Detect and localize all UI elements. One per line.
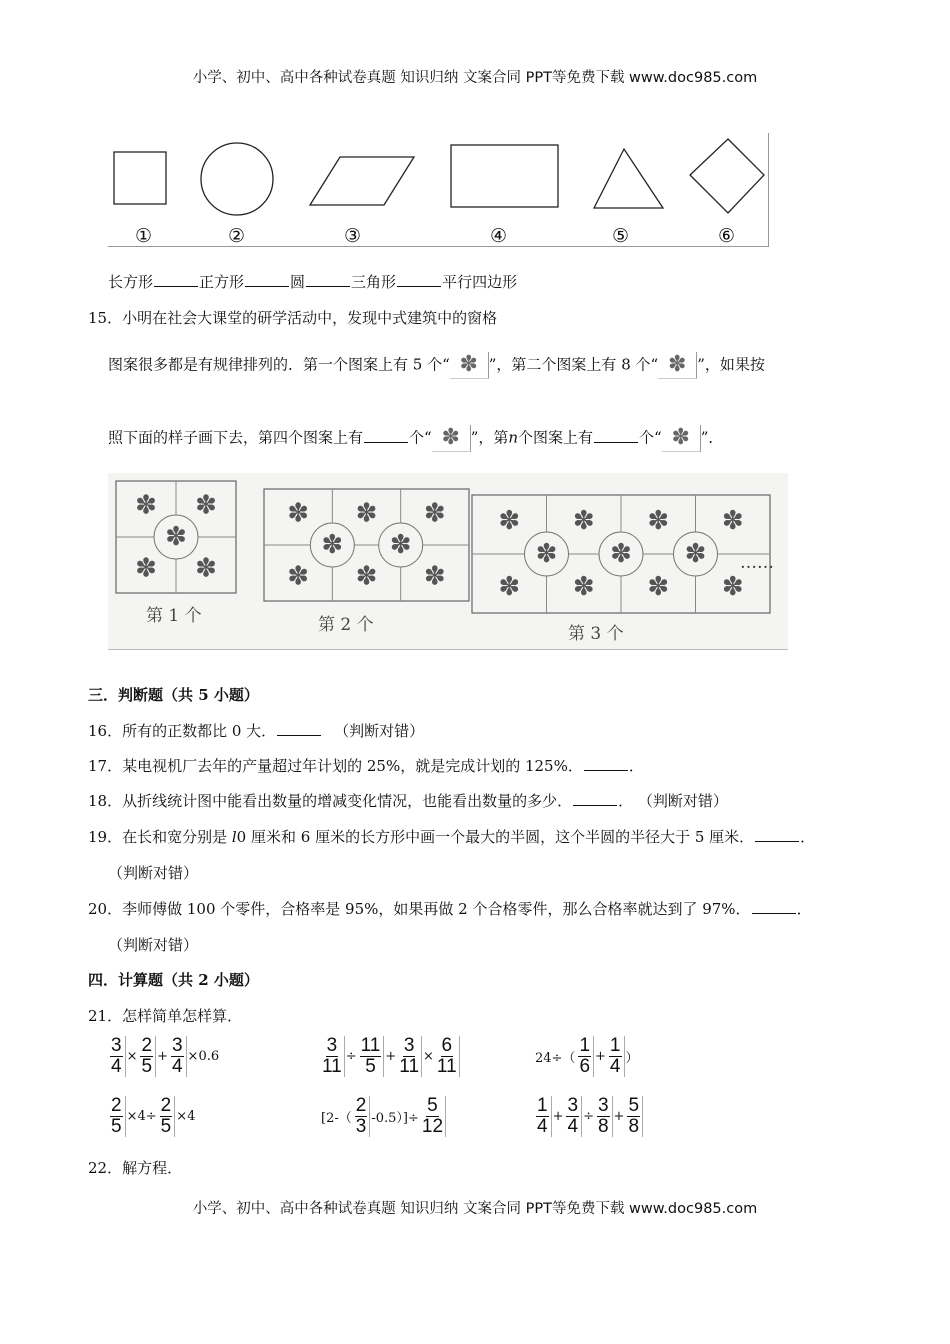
shape-label-6: ⑥ <box>718 225 736 247</box>
ellipsis: …… <box>740 553 774 573</box>
numerator: 3 <box>111 1035 122 1056</box>
operator: [2-（ <box>321 1111 352 1126</box>
page-footer: 小学、初中、高中各种试卷真题 知识归纳 文案合同 PPT等免费下载 www.doc985.com <box>192 1201 758 1217</box>
flower-icon: ✽ <box>498 572 521 603</box>
q15-text: 个图案上有 <box>518 428 594 447</box>
flower-icon: ✽ <box>135 553 157 584</box>
fraction <box>138 1036 156 1077</box>
expression-2 <box>320 1036 460 1077</box>
flower-icon: ✽ <box>321 530 344 560</box>
fraction <box>320 1036 345 1077</box>
q19-text: 0 厘米和 6 厘米的长方形中画一个最大的半圆，这个半圆的半径大于 5 厘米． <box>236 828 755 846</box>
fraction <box>564 1096 582 1137</box>
label-rectangle: 长方形 <box>108 273 154 291</box>
q19-end: ． <box>800 828 816 846</box>
triangle-shape <box>594 149 663 208</box>
operator: 24÷（ <box>535 1051 576 1066</box>
operator: ×4÷ <box>126 1109 157 1124</box>
page-header: 小学、初中、高中各种试卷真题 知识归纳 文案合同 PPT等免费下载 www.doc985.com <box>192 70 758 86</box>
denominator: 6 <box>579 1056 591 1077</box>
fraction <box>108 1036 126 1077</box>
denominator: 3 <box>355 1116 367 1137</box>
flower-icon: ✽ <box>195 490 217 521</box>
numerator: 1 <box>579 1035 591 1056</box>
denominator: 5 <box>365 1056 376 1077</box>
numerator: 1 <box>609 1035 621 1056</box>
q16-note: （判断对错） <box>334 722 425 740</box>
denominator: 4 <box>111 1056 122 1077</box>
variable-n: n <box>508 428 519 447</box>
flower-icon: ✽ <box>721 572 744 603</box>
shape-label-1: ① <box>135 225 153 247</box>
q15-text: ”． <box>700 428 724 447</box>
flower-icon: ✽ <box>647 505 670 536</box>
fraction <box>576 1036 594 1077</box>
numerator: 5 <box>628 1095 640 1116</box>
shapes-figure <box>108 133 769 247</box>
answer-blank[interactable] <box>752 899 796 914</box>
shape-label-2: ② <box>228 225 246 247</box>
rectangle-shape <box>451 145 558 207</box>
operator: ） <box>625 1051 639 1066</box>
parallelogram-shape <box>310 157 414 205</box>
q18-text: 18．从折线统计图中能看出数量的增减变化情况，也能看出数量的多少． <box>88 792 573 810</box>
answer-blank[interactable] <box>594 428 638 443</box>
square-shape <box>114 152 166 204</box>
numerator: 2 <box>141 1035 153 1056</box>
answer-blank[interactable] <box>573 791 617 806</box>
operator: -0.5）]÷ <box>371 1111 419 1126</box>
q15-text: ”，第二个图案上有 8 个“ <box>488 355 659 374</box>
denominator: 11 <box>436 1056 457 1077</box>
denominator: 4 <box>567 1116 579 1137</box>
flower-icon: ✽ <box>432 425 471 452</box>
fraction <box>397 1036 422 1077</box>
section-3-heading: 三．判断题（共 5 小题） <box>88 686 259 704</box>
flower-icon: ✽ <box>535 539 558 569</box>
flower-icon: ✽ <box>658 352 697 379</box>
answer-blank[interactable] <box>755 827 799 842</box>
q19-text: 19．在长和宽分别是 <box>88 828 232 846</box>
flower-icon: ✽ <box>721 505 744 536</box>
q21-title: 21．怎样简单怎样算． <box>88 1007 243 1025</box>
expression-3 <box>534 1036 640 1077</box>
expression-1 <box>108 1036 220 1077</box>
denominator: 5 <box>160 1116 172 1137</box>
fraction <box>435 1036 460 1077</box>
q18 <box>88 790 728 811</box>
flower-icon: ✽ <box>662 425 701 452</box>
operator: × <box>126 1049 138 1064</box>
fraction <box>108 1096 126 1137</box>
expression-6 <box>534 1096 643 1137</box>
q15-line1: 15．小明在社会大课堂的研学活动中，发现中式建筑中的窗格 <box>88 309 498 327</box>
flower-icon: ✽ <box>498 505 521 536</box>
numerator: 3 <box>403 1035 415 1056</box>
fraction <box>420 1096 446 1137</box>
denominator: 8 <box>628 1116 640 1137</box>
answer-blank[interactable] <box>306 272 350 287</box>
q17-end: ． <box>628 757 644 775</box>
answer-blank[interactable] <box>277 721 321 736</box>
q19-note: （判断对错） <box>108 864 199 882</box>
operator: + <box>613 1109 625 1124</box>
q19-l: l <box>231 828 237 846</box>
expression-4 <box>108 1096 196 1137</box>
flower-icon: ✽ <box>423 498 446 529</box>
fraction <box>169 1036 187 1077</box>
fraction <box>595 1096 613 1137</box>
operator: + <box>595 1049 606 1064</box>
operator: ÷ <box>345 1049 357 1064</box>
q15-line2 <box>108 352 765 379</box>
q20 <box>88 898 812 919</box>
label-parallelogram: 平行四边形 <box>442 273 518 291</box>
shape-label-5: ⑤ <box>612 225 630 247</box>
flower-icon: ✽ <box>165 522 187 552</box>
fraction <box>158 1096 176 1137</box>
shapes-drawing <box>108 133 768 246</box>
denominator: 4 <box>537 1116 548 1137</box>
flower-icon: ✽ <box>423 561 446 592</box>
q20-end: ． <box>796 900 812 918</box>
pattern-drawing <box>108 473 788 649</box>
q15-text: 照下面的样子画下去，第四个图案上有 <box>108 428 364 447</box>
flower-icon: ✽ <box>610 539 632 569</box>
answer-blank[interactable] <box>397 272 441 287</box>
figure-label-2: 第 2 个 <box>318 615 374 635</box>
q18-note: ． （判断对错） <box>618 792 728 810</box>
rhombus-shape <box>690 139 764 213</box>
denominator: 5 <box>111 1116 122 1137</box>
flower-icon: ✽ <box>450 352 489 379</box>
numerator: 3 <box>567 1095 579 1116</box>
q15-text: ”，第 <box>470 428 509 447</box>
fraction <box>625 1096 643 1137</box>
label-triangle: 三角形 <box>351 273 397 291</box>
flower-icon: ✽ <box>572 572 595 603</box>
answer-blank[interactable] <box>584 756 628 771</box>
q20-note: （判断对错） <box>108 936 199 954</box>
shape-label-4: ④ <box>490 225 508 247</box>
numerator: 2 <box>160 1095 172 1116</box>
answer-blank[interactable] <box>364 428 408 443</box>
shape-fill-line <box>108 271 517 292</box>
flower-icon: ✽ <box>287 498 310 529</box>
q15-line3 <box>108 425 723 452</box>
circle-shape <box>201 143 273 215</box>
fraction <box>534 1096 552 1137</box>
figure-label-3: 第 3 个 <box>568 624 624 644</box>
denominator: 4 <box>609 1056 621 1077</box>
operator: ÷ <box>583 1109 594 1124</box>
flower-icon: ✽ <box>572 505 595 536</box>
fraction <box>607 1036 625 1077</box>
q20-text: 20．李师傅做 100 个零件，合格率是 95%，如果再做 2 个合格零件，那么合格率就达到了 97%． <box>88 900 751 918</box>
q16 <box>88 720 424 741</box>
answer-blank[interactable] <box>154 272 198 287</box>
q15-text: 图案很多都是有规律排列的．第一个图案上有 5 个“ <box>108 355 450 374</box>
section-4-heading: 四．计算题（共 2 小题） <box>88 971 259 989</box>
q15-text: 个“ <box>409 428 432 447</box>
flower-icon: ✽ <box>287 561 310 592</box>
shape-label-3: ③ <box>344 225 362 247</box>
operator: ×4 <box>176 1109 196 1124</box>
flower-icon: ✽ <box>684 539 707 569</box>
numerator: 3 <box>326 1035 338 1056</box>
flower-icon: ✽ <box>355 498 378 529</box>
q22-title: 22．解方程． <box>88 1159 183 1177</box>
q17 <box>88 755 644 776</box>
flower-icon: ✽ <box>135 490 157 521</box>
denominator: 4 <box>171 1056 183 1077</box>
operator: × <box>423 1049 434 1064</box>
q15-text: ”，如果按 <box>697 355 765 374</box>
numerator: 1 <box>537 1095 548 1116</box>
numerator: 2 <box>355 1095 367 1116</box>
numerator: 3 <box>171 1035 183 1056</box>
numerator: 11 <box>360 1035 381 1056</box>
window-pattern-figure <box>108 473 788 650</box>
numerator: 2 <box>111 1095 122 1116</box>
operator: + <box>552 1109 564 1124</box>
q19 <box>88 826 815 847</box>
operator: + <box>385 1049 397 1064</box>
figure-label-1: 第 1 个 <box>146 606 202 626</box>
numerator: 6 <box>441 1035 453 1056</box>
numerator: 3 <box>597 1095 609 1116</box>
q15-text: 个“ <box>639 428 662 447</box>
denominator: 12 <box>421 1116 444 1137</box>
numerator: 5 <box>427 1095 438 1116</box>
denominator: 11 <box>399 1056 420 1077</box>
operator: + <box>157 1049 168 1064</box>
label-circle: 圆 <box>290 273 306 291</box>
flower-icon: ✽ <box>355 561 378 592</box>
denominator: 11 <box>322 1056 342 1077</box>
fraction <box>358 1036 385 1077</box>
flower-icon: ✽ <box>195 553 217 584</box>
q16-text: 16．所有的正数都比 0 大． <box>88 722 277 740</box>
denominator: 5 <box>141 1056 153 1077</box>
answer-blank[interactable] <box>245 272 289 287</box>
expression-5 <box>320 1096 446 1137</box>
flower-icon: ✽ <box>647 572 670 603</box>
label-square: 正方形 <box>199 273 245 291</box>
q17-text: 17．某电视机厂去年的产量超过年计划的 25%，就是完成计划的 125%． <box>88 757 583 775</box>
fraction <box>353 1096 371 1137</box>
denominator: 8 <box>597 1116 609 1137</box>
operator: ×0.6 <box>187 1049 220 1064</box>
flower-icon: ✽ <box>389 530 412 560</box>
